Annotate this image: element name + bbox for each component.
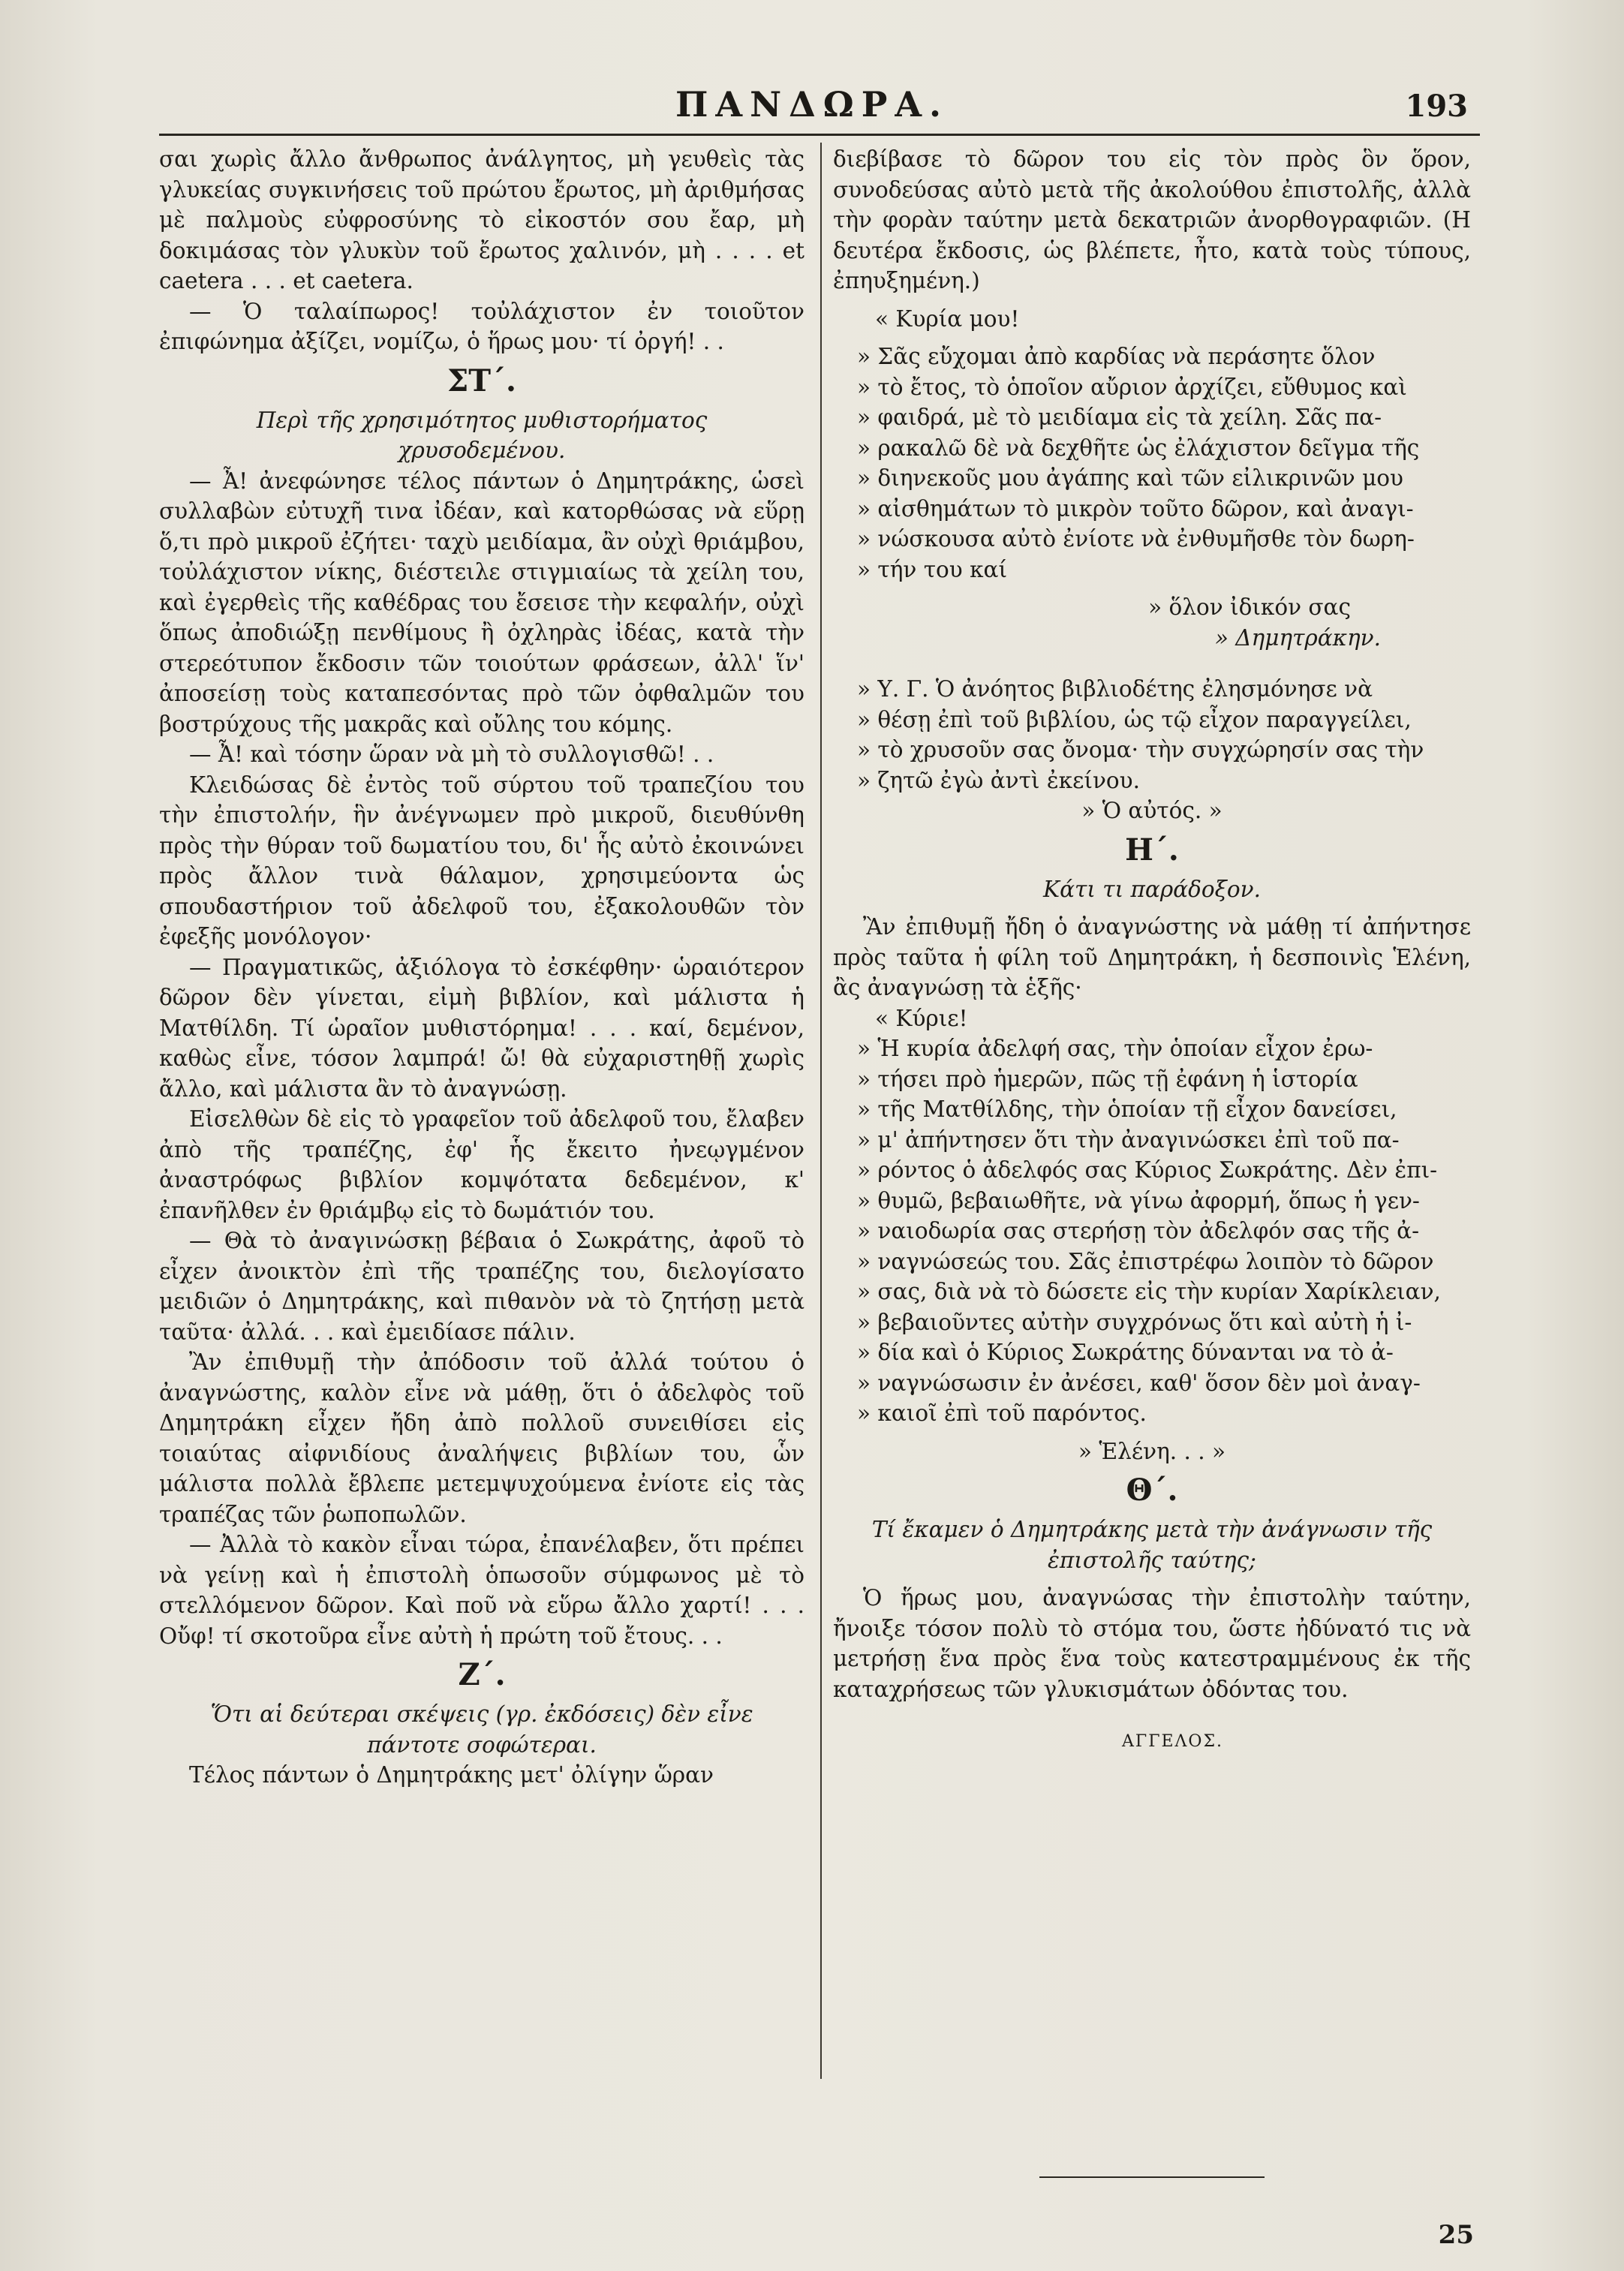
letter-line: » ζητῶ ἐγὼ ἀντὶ ἐκείνου. [857,767,1140,793]
paragraph: — Ἆ! ἀνεφώνησε τέλος πάντων ὁ Δημητράκης, ὡσεὶ συλλαβὼν εὐτυχῆ τινα ἰδέαν, καὶ κατορθώσας νὰ εὕρῃ ὅ,τι πρὸ μικροῦ ἐζήτει· ταχὺ μειδίαμα, ἂν οὐχὶ θριάμβου, τοὐλάχιστον νίκης, διέστειλε στιγμιαίως τὰ χείλη του, καὶ ἐγερθεὶς τῆς καθέδρας του ἔσεισε τὴν κεφαλήν, οὐχὶ ὅπως ἀποδιώξῃ πενθίμους ἢ ὀχληρὰς ἰδέας, κατὰ τὴν στερεότυπον ἔκδοσιν τῶν τοιούτων φράσεων, ἀλλ' ἵν' ἀποσείσῃ τοὺς καταπεσόντας πρὸ τῶν ὀφθαλμῶν του βοστρύχους τῆς μακρᾶς καὶ οὔλης του κόμης. [159,468,804,737]
section-heading: Η΄. [1125,832,1179,868]
letter-line: » ρόντος ὁ ἀδελφός σας Κύριος Σωκράτης. Δὲν ἐπι- [857,1157,1438,1183]
letter-line: » βεβαιοῦντες αὐτὴν συγχρόνως ὅτι καὶ αὐτὴ ἡ ἰ- [857,1309,1412,1335]
letter-line: » νώσκουσα αὐτὸ ἐνίοτε νὰ ἐνθυμῆσθε τὸν δωρη- [857,526,1415,552]
letter-signature: » Δημητράκην. [1214,624,1381,651]
left-column [159,144,804,1791]
page-number: 193 [1405,89,1468,124]
column-divider [820,143,822,2079]
section-subtitle: Κάτι τι παράδοξον. [1043,876,1261,902]
letter-line: » Ἡ κυρία ἀδελφή σας, τὴν ὁποίαν εἶχον ἐρω- [857,1036,1373,1061]
section-heading: Ζ΄. [458,1657,506,1692]
page-title: ΠΑΝΔΩΡΑ. [675,84,949,125]
paragraph: — Ἀλλὰ τὸ κακὸν εἶναι τώρα, ἐπανέλαβεν, ὅτι πρέπει νὰ γείνῃ καὶ ἡ ἐπιστολὴ ὁπωσοῦν σύμφωνος μὲ τὸ στελλόμενον δῶρον. Καὶ ποῦ νὰ εὕρω ἄλλο χαρτί! . . . Οὔφ! τί σκοτοῦρα εἶνε αὐτὴ ἡ πρώτη τοῦ ἔτους. . . [159,1532,804,1649]
letter-line: » δία καὶ ὁ Κύριος Σωκράτης δύνανται να τὸ ἀ- [857,1340,1394,1365]
letter-line: » ναγνώσεώς του. Σᾶς ἐπιστρέφω λοιπὸν τὸ δῶρον [857,1248,1434,1274]
paragraph: — Ἆ! καὶ τόσην ὥραν νὰ μὴ τὸ συλλογισθῶ! . . [189,741,714,767]
section-subtitle: Περὶ τῆς χρησιμότητος μυθιστορήματος χρυσοδεμένου. [256,407,708,463]
letter-line: » τήσει πρὸ ἡμερῶν, πῶς τῇ ἐφάνη ἡ ἱστορία [857,1066,1358,1092]
letter-line: » φαιδρά, μὲ τὸ μειδίαμα εἰς τὰ χείλη. Σᾶς πα- [857,405,1382,430]
letter-body [833,1033,1471,1429]
letter-line: » αἰσθημάτων τὸ μικρὸν τοῦτο δῶρον, καὶ ἀναγι- [857,495,1414,522]
paragraph: Ἂν ἐπιθυμῇ ἤδη ὁ ἀναγνώστης νὰ μάθῃ τί ἀπήντησε πρὸς ταῦτα ἡ φίλη τοῦ Δημητράκη, ἡ δεσποινὶς Ἑλένη, ἂς ἀναγνώσῃ τὰ ἑξῆς· [833,914,1471,1000]
letter-line: » Υ. Γ. Ὁ ἀνόητος βιβλιοδέτης ἐλησμόνησε νὰ [857,676,1373,702]
paragraph: — Ὁ ταλαίπωρος! τοὐλάχιστον ἐν τοιοῦτον ἐπιφώνημα ἀξίζει, νομίζω, ὁ ἥρως μου· τί ὀργή! . . [159,298,804,354]
paragraph: Εἰσελθὼν δὲ εἰς τὸ γραφεῖον τοῦ ἀδελφοῦ του, ἔλαβεν ἀπὸ τῆς τραπέζης, ἐφ' ἧς ἔκειτο ἠνεῳγμένον ἀναστρόφως βιβλίον κομψότατα δεδεμένον, κ' ἐπανῆλθεν ἐν θριάμβῳ εἰς τὸ δωμάτιόν του. [159,1106,804,1223]
letter-line: » καιοῖ ἐπὶ τοῦ παρόντος. [857,1400,1147,1426]
letter-line: » τὸ χρυσοῦν σας ὄνομα· τὴν συγχώρησίν σας τὴν [857,737,1424,763]
letter-line: » ναγνώσωσιν ἐν ἀνέσει, καθ' ὅσον δὲν μοὶ ἀναγ- [857,1370,1421,1396]
right-column [833,144,1471,1758]
author-signature: ΑΓΓΕΛΟΣ. [1122,1732,1223,1751]
paragraph: Τέλος πάντων ὁ Δημητράκης μετ' ὀλίγην ὥραν [189,1762,714,1788]
letter-line: » τὸ ἔτος, τὸ ὁποῖον αὔριον ἀρχίζει, εὔθυμος καὶ [857,374,1407,400]
section-subtitle: Ὅτι αἱ δεύτεραι σκέψεις (γρ. ἐκδόσεις) δὲν εἶνε πάντοτε σοφώτεραι. [210,1701,753,1758]
paragraph: Ἂν ἐπιθυμῇ τὴν ἀπόδοσιν τοῦ ἀλλά τούτου ὁ ἀναγνώστης, καλὸν εἶνε νὰ μάθῃ, ὅτι ὁ ἀδελφὸς τοῦ Δημητράκη εἶχεν ἤδη ἀπὸ πολλοῦ συνειθίσει εἰς τοιαύτας αἰφνιδίους ἀναλήψεις βιβλίων του, ὧν μάλιστα πολλὰ ἔβλεπε μετεμψυχούμενα ἐνίοτε εἰς τὰς τραπέζας τῶν ῥωποπωλῶν. [159,1349,804,1527]
letter-line: » τῆς Ματθίλδης, τὴν ὁποίαν τῇ εἶχον δανείσει, [857,1096,1397,1122]
postscript-signature: » Ὁ αὐτός. » [1081,798,1223,823]
letter-line: » ρακαλῶ δὲ νὰ δεχθῆτε ὡς ἐλάχιστον δεῖγμα τῆς [857,435,1420,461]
end-rule [1039,2176,1265,2178]
letter-closing: » ὅλον ἰδικόν σας [1148,594,1351,620]
section-subtitle: Τί ἔκαμεν ὁ Δημητράκης μετὰ τὴν ἀνάγνωσιν τῆς ἐπιστολῆς ταύτης; [871,1517,1433,1573]
letter-line: » τήν του καί [857,556,1008,582]
letter-signature: » Ἑλένη. . . » [1078,1438,1226,1464]
letter-body [833,341,1471,585]
paragraph: — Πραγματικῶς, ἀξιόλογα τὸ ἐσκέφθην· ὡραιότερον δῶρον δὲν γίνεται, εἰμὴ βιβλίον, καὶ μάλιστα ἡ Ματθίλδη. Τί ὡραῖον μυθιστόρημα! . . . καί, δεμένον, καθὼς εἶνε, τόσον λαμπρά! ὤ! θὰ εὐχαριστηθῇ χωρὶς ἄλλο, καὶ μάλιστα ἂν τὸ ἀναγνώσῃ. [159,954,804,1102]
paragraph: Κλειδώσας δὲ ἐντὸς τοῦ σύρτου τοῦ τραπεζίου του τὴν ἐπιστολήν, ἣν ἀνέγνωμεν πρὸ μικροῦ, διευθύνθη πρὸς τὴν θύραν τοῦ δωματίου του, δι' ἧς αὐτὸ ἐκοινώνει πρὸς ἄλλον τινὰ θάλαμον, χρησιμεύοντα ὡς σπουδαστήριον τοῦ ἀδελφοῦ του, ἐξακολουθῶν τὸν ἐφεξῆς μονόλογον· [159,772,804,949]
paragraph: — Θὰ τὸ ἀναγινώσκῃ βέβαια ὁ Σωκράτης, ἀφοῦ τὸ εἶχεν ἀνοικτὸν ἐπὶ τῆς τραπέζης του, διελογίσατο μειδιῶν ὁ Δημητράκης, καὶ πιθανὸν νὰ τὸ ζητήσῃ μετὰ ταῦτα· ἀλλά. . . καὶ ἐμειδίασε πάλιν. [159,1228,804,1345]
paragraph: σαι χωρὶς ἄλλο ἄνθρωπος ἀνάλγητος, μὴ γευθεὶς τὰς γλυκείας συγκινήσεις τοῦ πρώτου ἔρωτος, μὴ ἀριθμήσας μὲ παλμοὺς εὐφροσύνης τὸ εἰκοστόν σου ἔαρ, μὴ δοκιμάσας τὸν γλυκὺν τοῦ ἔρωτος χαλινόν, μὴ . . . . et caetera . . . et caetera. [159,146,804,293]
letter-line: » σας, διὰ νὰ τὸ δώσετε εἰς τὴν κυρίαν Χαρίκλειαν, [857,1279,1441,1304]
paragraph: διεβίβασε τὸ δῶρον του εἰς τὸν πρὸς ὃν ὅρον, συνοδεύσας αὐτὸ μετὰ τῆς ἀκολούθου ἐπιστολῆς, ἀλλὰ τὴν φορὰν ταύτην μετὰ δεκατριῶν ἀνορθογραφιῶν. (Η δευτέρα ἔκδοσις, ὡς βλέπετε, ἦτο, κατὰ τοὺς τύπους, ἐπηυξημένη.) [833,146,1471,293]
letter-line: » μ' ἀπήντησεν ὅτι τὴν ἀναγινώσκει ἐπὶ τοῦ πα- [857,1126,1400,1153]
letter-line: » ναιοδωρία σας στερήσῃ τὸν ἀδελφόν σας τῆς ἀ- [857,1218,1420,1244]
letter-line: » θυμῶ, βεβαιωθῆτε, νὰ γίνω ἀφορμή, ὅπως ἡ γεν- [857,1187,1420,1214]
letter-greeting: « Κυρία μου! [875,305,1020,332]
postscript [833,674,1471,796]
letter-line: » διηνεκοῦς μου ἀγάπης καὶ τῶν εἰλικρινῶν μου [857,465,1403,491]
section-heading: Θ΄. [1126,1472,1178,1508]
letter-greeting: « Κύριε! [875,1005,968,1031]
section-heading: ΣΤ΄. [447,362,516,399]
letter-line: » θέσῃ ἐπὶ τοῦ βιβλίου, ὡς τῷ εἶχον παραγγείλει, [857,706,1412,732]
paragraph: Ὁ ἥρως μου, ἀναγνώσας τὴν ἐπιστολὴν ταύτην, ἤνοιξε τόσον πολὺ τὸ στόμα του, ὥστε ἠδύνατό τις νὰ μετρήσῃ ἕνα πρὸς ἕνα τοὺς κατεστραμμένους ἐκ τῆς καταχρήσεως τῶν γλυκισμάτων ὀδόντας του. [833,1585,1471,1702]
signature-mark: 25 [1438,2220,1474,2250]
header-rule [159,134,1480,136]
letter-line: » Σᾶς εὔχομαι ἀπὸ καρδίας νὰ περάσητε ὅλον [857,344,1376,369]
